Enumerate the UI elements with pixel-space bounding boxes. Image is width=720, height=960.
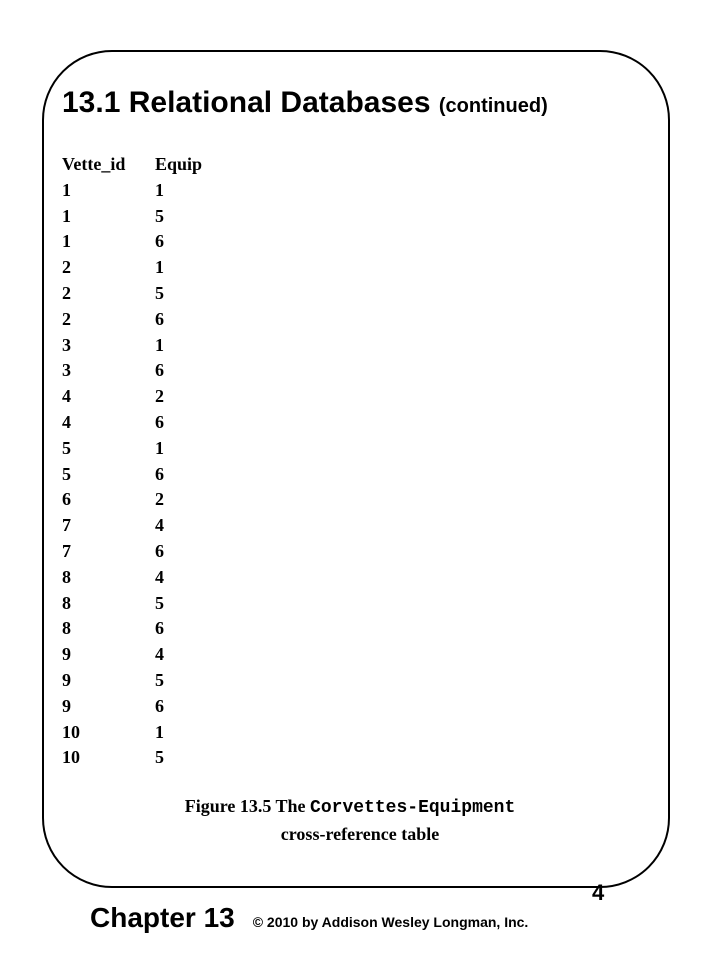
cell-vette-id: 5: [62, 437, 71, 458]
caption-prefix: Figure 13.5 The: [184, 796, 311, 816]
cell-equip: 4: [155, 566, 164, 587]
title-sub: (continued): [438, 95, 548, 117]
cell-equip: 5: [155, 592, 164, 613]
cell-equip: 1: [155, 721, 164, 742]
table-row: [62, 384, 202, 410]
cross-reference-table: [62, 152, 202, 771]
cell-vette-id: 1: [62, 205, 71, 226]
caption-table-name: Corvettes-Equipment: [310, 798, 516, 818]
cell-equip: 6: [155, 411, 164, 432]
cell-vette-id: 7: [62, 540, 71, 561]
cell-equip: 1: [155, 257, 164, 278]
cell-equip: 2: [155, 489, 164, 510]
cell-vette-id: 9: [62, 644, 71, 665]
column-header-equip: Equip: [155, 154, 203, 174]
cell-vette-id: 7: [62, 515, 71, 536]
cell-vette-id: 2: [62, 282, 71, 303]
table-row: [62, 745, 202, 771]
table-header-row: [62, 152, 202, 178]
cell-vette-id: 8: [62, 592, 71, 613]
table-row: [62, 591, 202, 617]
cell-vette-id: 4: [62, 386, 71, 407]
cell-equip: 5: [155, 669, 164, 690]
table-row: [62, 668, 202, 694]
table-row: [62, 539, 202, 565]
cell-vette-id: 9: [62, 669, 71, 690]
table-row: [62, 720, 202, 746]
table-row: [62, 204, 202, 230]
cell-equip: 6: [155, 231, 164, 252]
page-number: 4: [592, 880, 605, 905]
cell-equip: 6: [155, 463, 164, 484]
table-row: [62, 229, 202, 255]
cell-equip: 6: [155, 308, 164, 329]
cell-vette-id: 2: [62, 257, 71, 278]
cell-vette-id: 8: [62, 618, 71, 639]
cell-equip: 5: [155, 282, 164, 303]
cell-vette-id: 9: [62, 695, 71, 716]
cell-equip: 2: [155, 386, 164, 407]
cell-vette-id: 6: [62, 489, 71, 510]
caption-line-2: cross-reference table: [280, 824, 440, 844]
cell-vette-id: 3: [62, 334, 71, 355]
table-row: [62, 462, 202, 488]
table-row: [62, 255, 202, 281]
figure-caption: [0, 793, 720, 847]
footer-copyright: © 2010 by Addison Wesley Longman, Inc.: [252, 914, 529, 930]
table-row: [62, 616, 202, 642]
table-row: [62, 487, 202, 513]
cell-equip: 1: [155, 437, 164, 458]
cell-vette-id: 1: [62, 179, 71, 200]
cell-equip: 5: [155, 747, 164, 768]
cell-vette-id: 1: [62, 231, 71, 252]
table-row: [62, 565, 202, 591]
table-row: [62, 307, 202, 333]
cell-equip: 5: [155, 205, 164, 226]
table-row: [62, 642, 202, 668]
slide-title: [62, 86, 548, 120]
cell-equip: 6: [155, 540, 164, 561]
cell-equip: 1: [155, 179, 164, 200]
table-row: [62, 694, 202, 720]
table-row: [62, 358, 202, 384]
table-row: [62, 178, 202, 204]
title-main: 13.1 Relational Databases: [62, 86, 431, 119]
cell-vette-id: 8: [62, 566, 71, 587]
cell-equip: 4: [155, 515, 164, 536]
cell-vette-id: 4: [62, 411, 71, 432]
cell-equip: 6: [155, 618, 164, 639]
cell-vette-id: 10: [62, 721, 80, 742]
cell-equip: 6: [155, 695, 164, 716]
cell-vette-id: 10: [62, 747, 80, 768]
footer: [90, 902, 528, 934]
table-row: [62, 410, 202, 436]
column-header-vette-id: Vette_id: [62, 154, 126, 174]
footer-chapter: Chapter 13: [90, 902, 235, 933]
cell-vette-id: 2: [62, 308, 71, 329]
table-row: [62, 513, 202, 539]
cell-equip: 4: [155, 644, 164, 665]
cell-vette-id: 3: [62, 360, 71, 381]
caption-line-1: [0, 793, 720, 821]
table-row: [62, 436, 202, 462]
cell-vette-id: 5: [62, 463, 71, 484]
cell-equip: 1: [155, 334, 164, 355]
table-row: [62, 333, 202, 359]
cell-equip: 6: [155, 360, 164, 381]
table-row: [62, 281, 202, 307]
